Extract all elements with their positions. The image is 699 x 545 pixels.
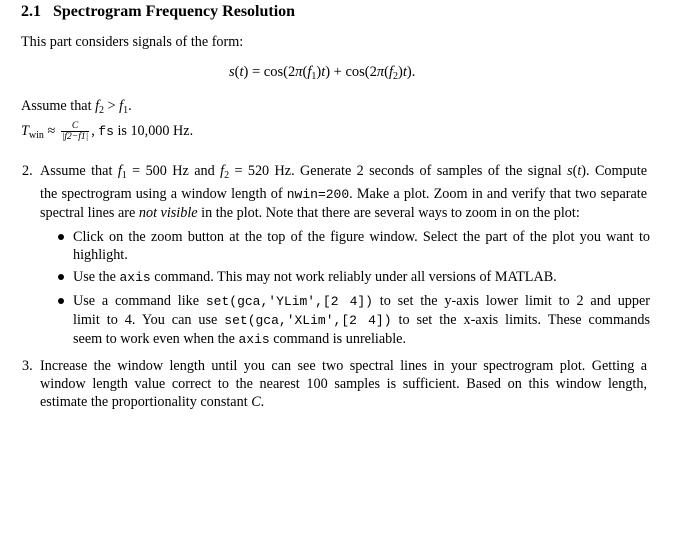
assumption-line: Assume that $f_2 > f_1$. bbox=[21, 98, 132, 116]
bullet-2-text bbox=[73, 268, 650, 287]
item-3-line-1: Increase the window length until you can see two spectral lines in your spectrogram plot. Getting a bbox=[40, 358, 647, 374]
bullet-dot bbox=[58, 234, 64, 240]
bullet-3-line-2: limit to 4. You can use set(gca,'XLim',[2 4]) to set the x-axis limits. These commands bbox=[73, 312, 650, 328]
list-item-2 bbox=[22, 162, 649, 221]
bullet-dot bbox=[58, 274, 64, 280]
item-3-line-3: estimate the proportionality constant C. bbox=[40, 394, 265, 410]
section-heading bbox=[21, 3, 295, 21]
bullet-2-line-1: Use the axis command. This may not work reliably under all versions of MATLAB. bbox=[73, 269, 557, 285]
bullet-3-line-3: seem to work even when the axis command is unreliable. bbox=[73, 331, 407, 347]
item-2-line-1: Assume that $f_1 = 500$ Hz and $f_2 = 520$ Hz. Generate 2 seconds of samples of the signal s(t). Compute bbox=[40, 163, 647, 181]
item-marker: 3. bbox=[22, 358, 33, 374]
fs-text: is 10,000 Hz. bbox=[117, 123, 194, 139]
section-number: 2.1 bbox=[21, 3, 41, 20]
bullet-3-line-1: Use a command like set(gca,'YLim',[2 4]) to set the y-axis lower limit to 2 and upper bbox=[73, 293, 651, 309]
section-title: Spectrogram Frequency Resolution bbox=[53, 3, 296, 20]
twin-subscript: win bbox=[28, 130, 44, 141]
bullet-1-text bbox=[73, 228, 650, 264]
item-3-line-2: window length value correct to the nearest 100 samples is sufficient. Based on this window length, bbox=[40, 376, 647, 392]
twin-fraction bbox=[61, 121, 89, 142]
fraction-denominator: |f2−f1| bbox=[61, 132, 89, 143]
bullet-3-text bbox=[73, 292, 650, 349]
item-2-text bbox=[40, 162, 647, 222]
bullet-axis-command bbox=[58, 268, 650, 286]
item-marker: 2. bbox=[22, 163, 33, 179]
item-3-text bbox=[40, 357, 647, 411]
intro-paragraph: This part considers signals of the form: bbox=[21, 34, 244, 50]
signal-equation: $s(t) = \cos(2\pi(f_1)t) + \cos(2\pi(f_2)t)$. bbox=[229, 64, 416, 82]
bullet-1-line-2: highlight. bbox=[73, 247, 128, 263]
bullet-set-command bbox=[58, 292, 650, 346]
window-time-approximation: $T_{win}$ ≈ $\frac{C}{|f2-f1|}$ , fs is 10,000 Hz. bbox=[21, 121, 194, 143]
bullet-zoom-button bbox=[58, 228, 650, 264]
item-2-line-2: the spectrogram using a window length of nwin=200. Make a plot. Zoom in and verify that two separate bbox=[40, 186, 647, 202]
list-item-3 bbox=[22, 357, 649, 413]
fraction-numerator: C bbox=[61, 121, 89, 132]
bullet-1-line-1: Click on the zoom button at the top of the figure window. Select the part of the plot you want to bbox=[73, 229, 650, 245]
item-2-line-3: spectral lines are not visible in the plot. Note that there are several ways to zoom in on the plot: bbox=[40, 205, 580, 221]
bullet-dot bbox=[58, 298, 64, 304]
approx-symbol: ≈ bbox=[47, 123, 56, 139]
fs-code: fs bbox=[98, 124, 114, 139]
